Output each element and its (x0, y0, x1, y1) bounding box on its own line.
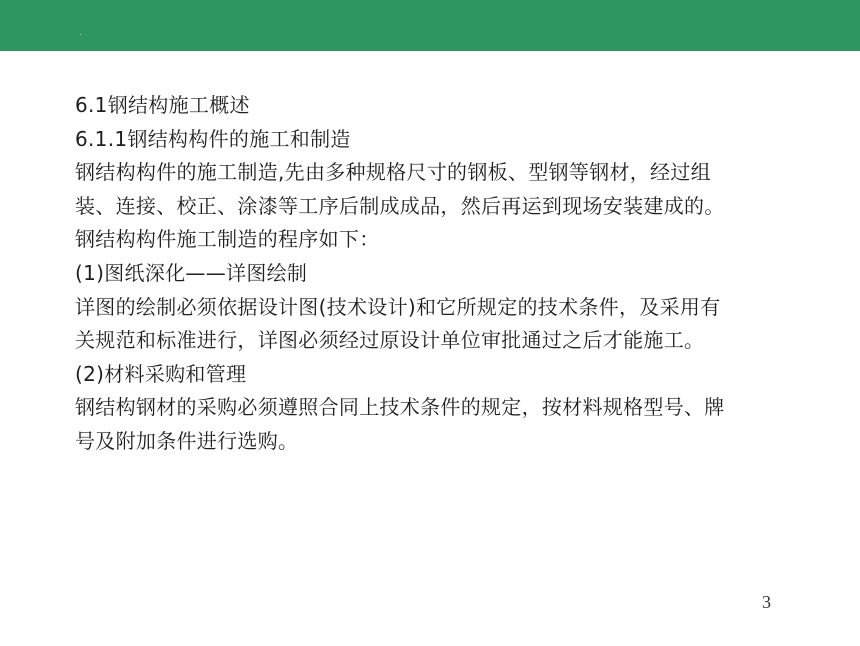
step-heading: (2)材料采购和管理 (75, 361, 247, 386)
subsection-title: 6.1.1钢结构构件的施工和制造 (75, 126, 351, 151)
paragraph-line: 详图的绘制必须依据设计图(技术设计)和它所规定的技术条件，及采用有 (75, 294, 721, 319)
section-title: 6.1钢结构施工概述 (75, 93, 250, 117)
paragraph-line: 关规范和标准进行，详图必须经过原设计单位审批通过之后才能施工。 (75, 328, 705, 353)
paragraph-line: 钢结构构件的施工制造,先由多种规格尺寸的钢板、型钢等钢材，经过组 (75, 160, 711, 185)
paragraph-line: 钢结构构件施工制造的程序如下： (75, 227, 380, 252)
page-number: 3 (762, 592, 771, 612)
header-dot: . (79, 28, 82, 38)
paragraph-line: 钢结构钢材的采购必须遵照合同上技术条件的规定，按材料规格型号、牌 (75, 395, 725, 420)
paragraph-line: 装、连接、校正、涂漆等工序后制成成品，然后再运到现场安装建成的。 (75, 193, 725, 218)
paragraph-line: 号及附加条件进行选购。 (75, 428, 299, 453)
step-heading: (1)图纸深化——详图绘制 (75, 260, 308, 285)
header-bar (0, 0, 860, 51)
slide-content (75, 89, 805, 459)
